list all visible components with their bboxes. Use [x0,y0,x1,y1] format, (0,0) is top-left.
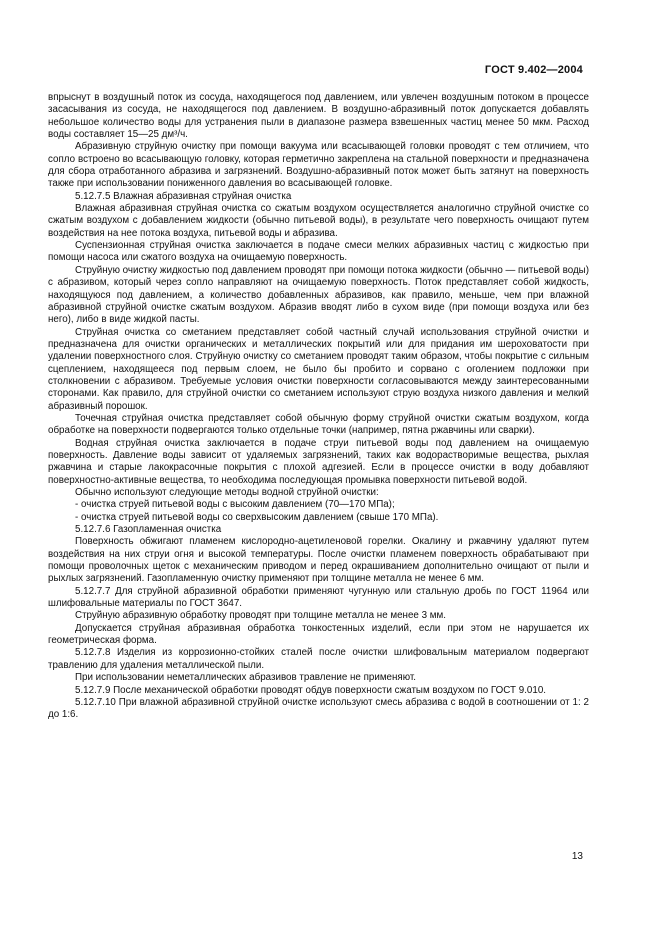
paragraph: Влажная абразивная струйная очистка со сжатым воздухом осуществляется аналогично струйной очистке со сжатым воздухом с добавлением жидкости (обычно питьевой воды), в результате чего поверхность очищают путем воздействия на нее потока воздуха, питьевой воды и абразива. [48,203,589,239]
page-number: 13 [571,851,583,862]
paragraph: 5.12.7.10 При влажной абразивной струйной очистке используют смесь абразива с водой в соотношении от 1: 2 до 1:6. [48,696,589,721]
paragraph: Поверхность обжигают пламенем кислородно-ацетиленовой горелки. Окалину и ржавчину удаляют путем воздействия на них струи огня и высокой температуры. После очистки пламенем поверхность обрабатывают при помощи проволочных щеток с механическим приводом и перед окрашиванием дополнительно очищают от пыли и рыхлых загрязнений. Газопламенную очистку применяют при толщине металла не менее 6 мм. [48,536,589,585]
paragraph: Допускается струйная абразивная обработка тонкостенных изделий, если при этом не нарушается их геометрическая форма. [48,622,589,647]
list-item: - очистка струей питьевой воды со сверхвысоким давлением (свыше 170 МПа). [75,511,439,523]
paragraph: Струйную абразивную обработку проводят при толщине металла не менее 3 мм. [75,610,446,622]
document-body [48,92,589,722]
paragraph: При использовании неметаллических абразивов травление не применяют. [75,672,416,684]
paragraph: Водная струйная очистка заключается в подаче струи питьевой воды под давлением на очищаемую поверхность. Давление воды зависит от удаляемых загрязнений, таких как водорастворимые вещества, рыхлая ржавчина и старые лакокрасочные покрытия с плохой адгезией. Если в процессе очистки в воду добавляют поверхностно-активные вещества, то необходима последующая промывка поверхности питьевой водой. [48,437,589,486]
paragraph: Суспензионная струйная очистка заключается в подаче смеси мелких абразивных частиц с жидкостью при помощи насоса или сжатого воздуха на очищаемую поверхность. [48,240,589,264]
section-heading: 5.12.7.5 Влажная абразивная струйная очистка [75,190,292,202]
document-header: ГОСТ 9.402—2004 [484,64,583,76]
paragraph: Обычно используют следующие методы водной струйной очистки: [75,487,379,498]
section-heading: 5.12.7.6 Газопламенная очистка [75,524,222,536]
paragraph: Абразивную струйную очистку при помощи вакуума или всасывающей головки проводят с тем отличием, что сопло встроено во всасывающую головку, которая герметично закреплена на стальной поверхности и предназначена для сбора отработанного абразива и загрязнений. Воздушно-абразивный поток может быть затянут на поверхность также при использовании пониженного давления во всасывающей головке. [48,141,589,190]
paragraph: 5.12.7.9 После механической обработки проводят обдув поверхности сжатым воздухом по ГОСТ 9.010. [75,684,546,696]
paragraph: 5.12.7.7 Для струйной абразивной обработки применяют чугунную или стальную дробь по ГОСТ 11964 или шлифовальные материалы по ГОСТ 3647. [48,585,589,610]
paragraph: Струйную очистку жидкостью под давлением проводят при помощи потока жидкости (обычно — питьевой воды) с абразивом, который через сопло направляют на очищаемую поверхность. Поток представляет собой жидкость, находящуюся под давлением, а количество добавленных абразивов, как правило, меньше, чем при влажной абразивной струйной очистке сжатым воздухом. Абразив вводят либо в сухом виде (при помощи воздуха или без него), либо в виде жидкой пасты. [48,264,589,326]
list-item: - очистка струей питьевой воды с высоким давлением (70—170 МПа); [75,499,395,511]
paragraph: Точечная струйная очистка представляет собой обычную форму струйной очистки сжатым воздухом, когда обработке на поверхности подвергаются только отдельные точки (например, пятна ржавчины или сварки). [48,412,589,437]
paragraph: 5.12.7.8 Изделия из коррозионно-стойких сталей после очистки шлифовальным материалом подвергают травлению для удаления металлической пыли. [48,647,589,671]
paragraph: Струйная очистка со сметанием представляет собой частный случай использования струйной очистки и предназначена для очистки органических и металлических покрытий или для придания им шероховатости при удалении поверхностного слоя. Струйную очистку со сметанием проводят таким образом, чтобы покрытие с сильным сцеплением, находящееся под первым слоем, не было бы пробито и сорвано с оголением подложки при столкновении с абразивом. Требуемые условия очистки поверхности согласовываются между заинтересованными сторонами. Как правило, для струйной очистки со сметанием используют струю воздуха низкого давления и мелкий абразивный порошок. [48,326,589,412]
paragraph: впрыснут в воздушный поток из сосуда, находящегося под давлением, или увлечен воздушным потоком в процессе засасывания из сосуда, не находящегося под давлением. В воздушно-абразивный поток допускается добавлять небольшое количество воды для устранения пыли в диапазоне размера взвешенных частиц менее 50 мкм. Расход воды составляет 15—25 дм³/ч. [48,92,589,141]
